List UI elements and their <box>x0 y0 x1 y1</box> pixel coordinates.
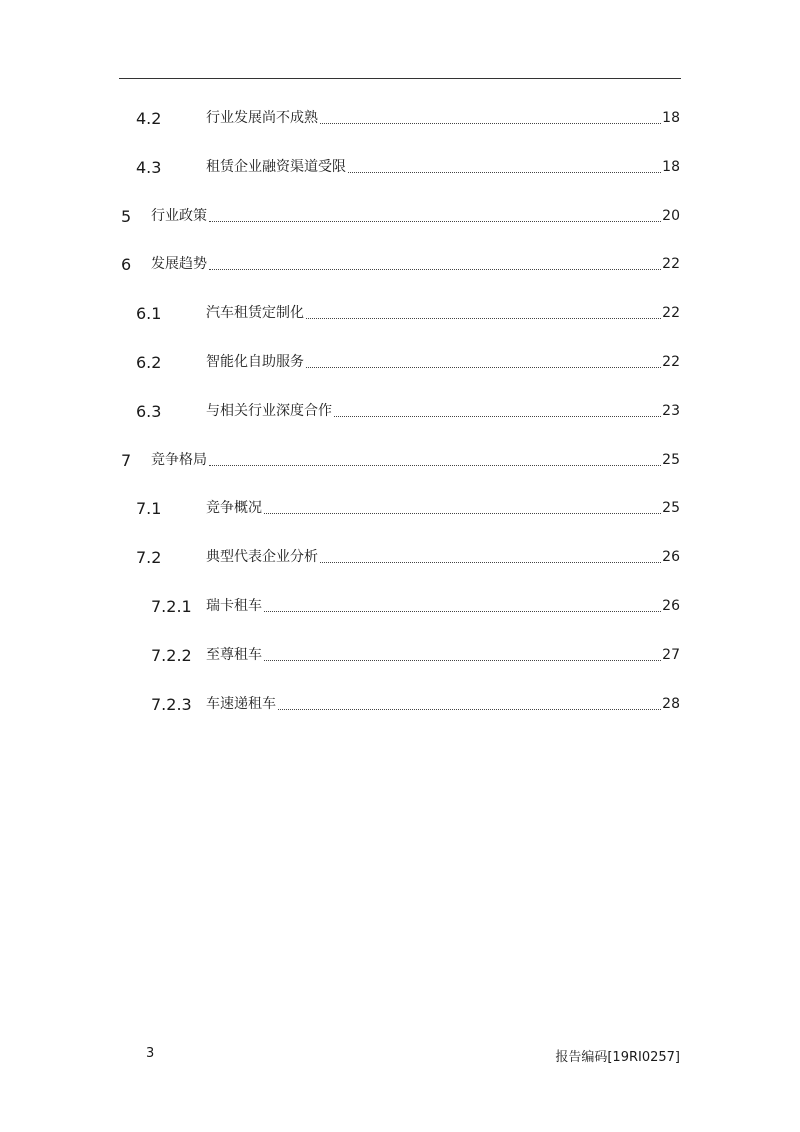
toc-entry-title: 汽车租赁定制化 <box>206 305 304 322</box>
toc-entry[interactable] <box>206 644 680 666</box>
toc-entry[interactable] <box>206 351 680 373</box>
toc-entry-number: 7.2.2 <box>151 645 192 665</box>
toc-entry[interactable] <box>206 107 680 129</box>
toc-entry[interactable] <box>151 205 680 227</box>
toc-dot-leader <box>320 123 661 124</box>
toc-entry-page: 20 <box>662 207 680 224</box>
toc-entry[interactable] <box>206 302 680 324</box>
toc-dot-leader <box>348 172 661 173</box>
toc-entry-number: 7 <box>121 450 132 470</box>
toc-entry-page: 26 <box>662 549 680 566</box>
toc-entry[interactable] <box>206 156 680 178</box>
toc-entry-title: 与相关行业深度合作 <box>206 402 332 419</box>
toc-entry-page: 28 <box>662 695 680 712</box>
toc-dot-leader <box>278 709 661 710</box>
toc-entry-title: 典型代表企业分析 <box>206 549 318 566</box>
toc-dot-leader <box>334 416 661 417</box>
toc-entry-page: 18 <box>662 110 680 126</box>
toc-entry[interactable] <box>206 595 680 617</box>
toc-entry-title: 行业发展尚不成熟 <box>206 110 318 126</box>
toc-entry-number: 4.3 <box>136 157 162 177</box>
toc-entry-number: 6 <box>121 255 132 275</box>
toc-entry-title: 车速递租车 <box>206 695 276 712</box>
toc-entry-title: 至尊租车 <box>206 646 262 663</box>
toc-entry-title: 瑞卡租车 <box>206 598 262 614</box>
toc-entry-page: 22 <box>662 256 680 273</box>
toc-dot-leader <box>264 611 661 612</box>
toc-entry[interactable] <box>151 449 680 471</box>
toc-entry-number: 6.3 <box>136 401 162 421</box>
toc-entry-title: 智能化自助服务 <box>206 354 304 370</box>
toc-entry-page: 22 <box>662 354 680 370</box>
toc-entry-title: 竞争概况 <box>206 500 262 517</box>
toc-entry-page: 25 <box>662 500 680 517</box>
toc-dot-leader <box>320 562 661 563</box>
toc-entry-page: 25 <box>662 451 680 468</box>
toc-entry-page: 23 <box>662 402 680 419</box>
toc-dot-leader <box>306 367 661 368</box>
toc-entry-number: 7.1 <box>136 499 162 519</box>
toc-entry-number: 4.2 <box>136 109 162 128</box>
toc-entry-title: 竞争格局 <box>151 451 207 468</box>
toc-entry-page: 27 <box>662 646 680 663</box>
toc-entry-page: 22 <box>662 305 680 322</box>
toc-entry-title: 发展趋势 <box>151 256 207 273</box>
toc-entry-number: 5 <box>121 206 132 226</box>
toc-dot-leader <box>209 269 661 270</box>
toc-dot-leader <box>264 660 661 661</box>
toc-entry-number: 6.2 <box>136 353 162 372</box>
toc-entry[interactable] <box>206 400 680 422</box>
toc-entry[interactable] <box>206 546 680 568</box>
toc-entry-number: 7.2.3 <box>151 694 192 714</box>
toc-dot-leader <box>209 221 661 222</box>
toc-entry-title: 租赁企业融资渠道受限 <box>206 158 346 175</box>
toc-entry-title: 行业政策 <box>151 207 207 224</box>
toc-entry[interactable] <box>206 497 680 519</box>
toc-entry-number: 7.2 <box>136 548 162 568</box>
toc-entry-page: 26 <box>662 598 680 614</box>
toc-dot-leader <box>306 318 661 319</box>
toc-entry[interactable] <box>206 693 680 715</box>
toc-entry-page: 18 <box>662 158 680 175</box>
toc-entry-number: 7.2.1 <box>151 597 192 616</box>
footer-report-code: 报告编码[19RI0257] <box>555 1050 680 1065</box>
toc-dot-leader <box>209 465 661 466</box>
footer-page-number: 3 <box>146 1046 155 1061</box>
toc-entry[interactable] <box>151 253 680 275</box>
toc-entry-number: 6.1 <box>136 304 162 324</box>
toc-dot-leader <box>264 513 661 514</box>
